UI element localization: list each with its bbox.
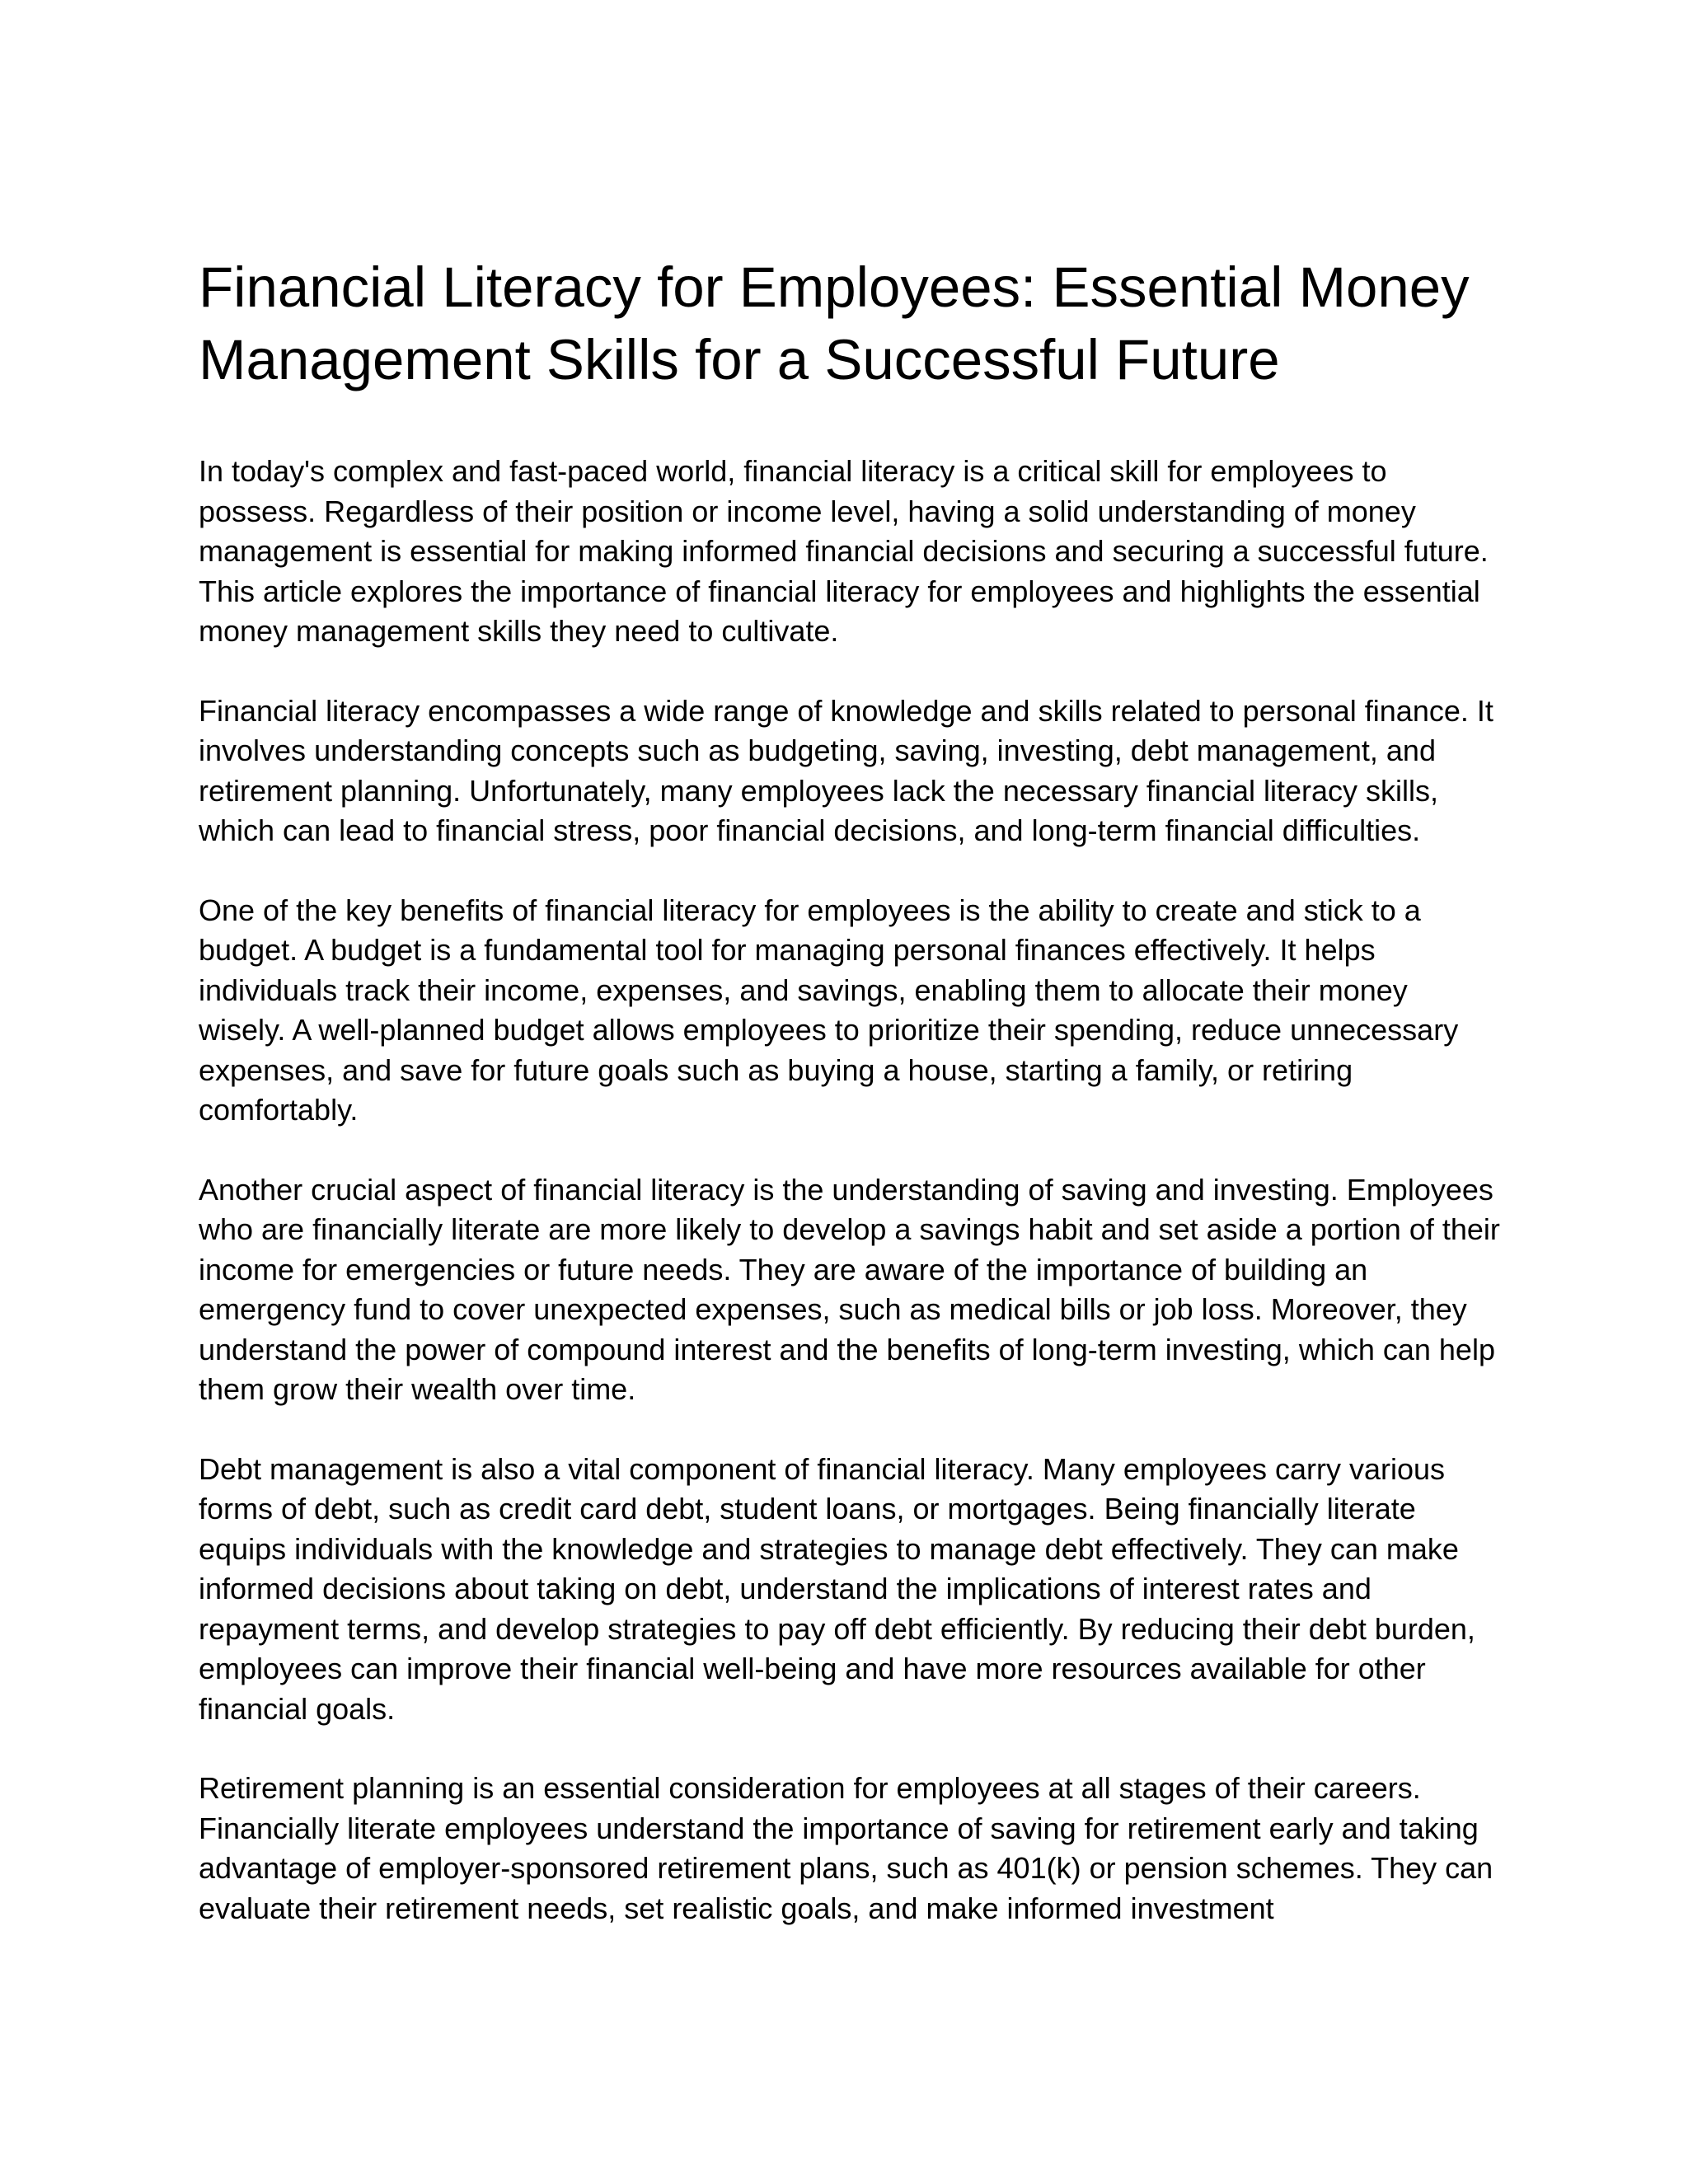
paragraph-intro: In today's complex and fast-paced world, financial literacy is a critical skill for employees to possess. Regardless of their position or income level, having a solid understanding of money management is essential for making informed financial decisions and securing a successful future. This article explores the importance of financial literacy for employees and highlights the essential money management skills they need to cultivate. [199,454,1489,648]
paragraph-debt-management: Debt management is also a vital component of financial literacy. Many employees carry various forms of debt, such as credit card debt, student loans, or mortgages. Being financially literate equips individuals with the knowledge and strategies to manage debt effectively. They can make informed decisions about taking on debt, understand the implications of interest rates and repayment terms, and develop strategies to pay off debt efficiently. By reducing their debt burden, employees can improve their financial well-being and have more resources available for other financial goals. [199,1451,1475,1726]
paragraph-definition: Financial literacy encompasses a wide range of knowledge and skills related to personal finance. It involves understanding concepts such as budgeting, saving, investing, debt management, and retirement planning. Unfortunately, many employees lack the necessary financial literacy skills, which can lead to financial stress, poor financial decisions, and long-term financial difficulties. [199,693,1493,847]
paragraph-retirement-planning: Retirement planning is an essential consideration for employees at all stages of their careers. Financially literate employees understand the importance of saving for retirement early and taking advantage of employer-sponsored retirement plans, such as 401(k) or pension schemes. They can evaluate their retirement needs, set realistic goals, and make informed investment [199,1771,1493,1925]
document-title: Financial Literacy for Employees: Essential Money Management Skills for a Successful Future [199,255,1470,391]
document-content [199,251,1501,1968]
paragraph-budgeting: One of the key benefits of financial literacy for employees is the ability to create and stick to a budget. A budget is a fundamental tool for managing personal finances effectively. It helps individuals track their income, expenses, and savings, enabling them to allocate their money wisely. A well-planned budget allows employees to prioritize their spending, reduce unnecessary expenses, and save for future goals such as buying a house, starting a family, or retiring comfortably. [199,893,1459,1127]
paragraph-saving-investing: Another crucial aspect of financial literacy is the understanding of saving and investing. Employees who are financially literate are more likely to develop a savings habit and set aside a portion of their income for emergencies or future needs. They are aware of the importance of building an emergency fund to cover unexpected expenses, such as medical bills or job loss. Moreover, they understand the power of compound interest and the benefits of long-term investing, which can help them grow their wealth over time. [199,1172,1500,1406]
document-body [199,452,1501,1929]
